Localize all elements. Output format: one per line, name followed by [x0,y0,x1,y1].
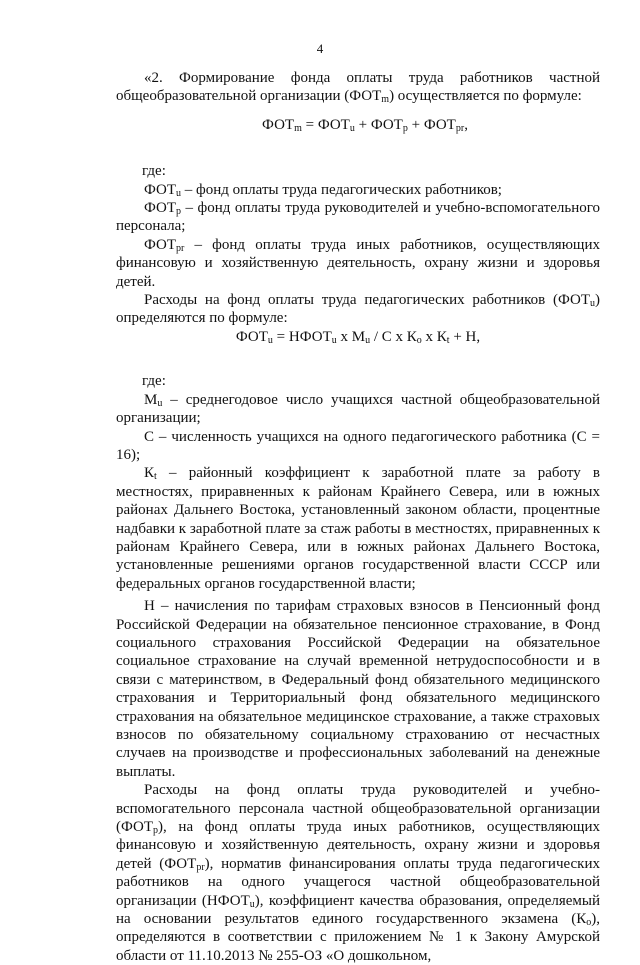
where-label-1: где: [142,163,166,180]
page-number: 4 [316,41,324,56]
paragraph-intro: «2. Формирование фонда оплаты труда работников частной общеобразовательной организации $(ФОТ_m)$ осуществляется по формуле: [116,70,600,106]
definition-c: С – численность учащихся на одного педагогического работника (С = 16); [116,428,600,463]
document-body [116,69,600,965]
formula-fot-m: $ФОТ_m = ФОТ_u + ФОТ_p + ФОТ_{pr}$, [262,116,468,134]
definition-fot-u: $ФОТ_u$ – фонд оплаты труда педагогических работников; [144,181,502,199]
definition-fot-pr: $ФОТ_{pr}$ – фонд оплаты труда иных работников, осуществляющих финансовую и хозяйственную деятельность, охрану жизни и здоровья детей. [116,236,600,290]
where-label-2: где: [142,373,166,390]
definition-h: Н – начисления по тарифам страховых взносов в Пенсионный фонд Российской Федерации на обязательное пенсионное страхование, в Фонд социального страхования Российской Федерации на обязательное социальное страхование на случай временной нетрудоспособности и в связи с материнством, в Федеральный фонд обязательного медицинского страхования и Территориальный фонд обязательного медицинского страхования на обязательное медицинское страхование, а также страховых взносов по обязательному социальному страхованию от несчастных случаев на производстве и профессиональных заболеваний на денежные выплаты. [116,598,600,780]
formula-fot-u: $ФОТ_u$ = $НФОТ_u$ х $М_u$ / С х $К_o$ х $К_t + Н$, [235,328,481,346]
definition-mu: $М_u$ – среднегодовое число учащихся частной общеобразовательной организации; [116,391,600,427]
paragraph-expenses-teachers: Расходы на фонд оплаты труда педагогических работников $(ФОТ_u)$ определяются по формуле: [116,292,600,327]
definition-fot-p: $ФОТ_p$ – фонд оплаты труда руководителей и учебно-вспомогательного персонала; [116,200,600,235]
definition-kt: $К_t$ – районный коэффициент к заработной плате за работу в местностях, приравненных к районам Крайнего Севера, или в южных районах Дальнего Востока, установленный законом области, процентные надбавки к заработной плате за стаж работы в местностях, приравненных к районам Крайнего Севера, или в южных районах Дальнего Востока, установленные решениями органов государственной власти СССР или федеральных органов государственной власти; [116,465,600,592]
paragraph-expenses-management: Расходы на фонд оплаты труда руководителей и учебно-вспомогательного персонала частной общеобразовательной организации $(ФОТ_p)$, на фонд оплаты труда иных работников, осуществляющих финансовую и хозяйственную деятельность, охрану жизни и здоровья детей $(ФОТ_{pr})$, норматив финансирования оплаты труда педагогических работников на одного учащегося частной общеобразовательной организации $(НФОТ_u)$, коэффициент качества образования, определяемый на основании результатов единого государственного экзамена $(К_o)$, определяются в соответствии с приложением № 1 к Закону Амурской области от 11.10.2013 № 255-ОЗ «О дошкольном, [116,782,600,964]
